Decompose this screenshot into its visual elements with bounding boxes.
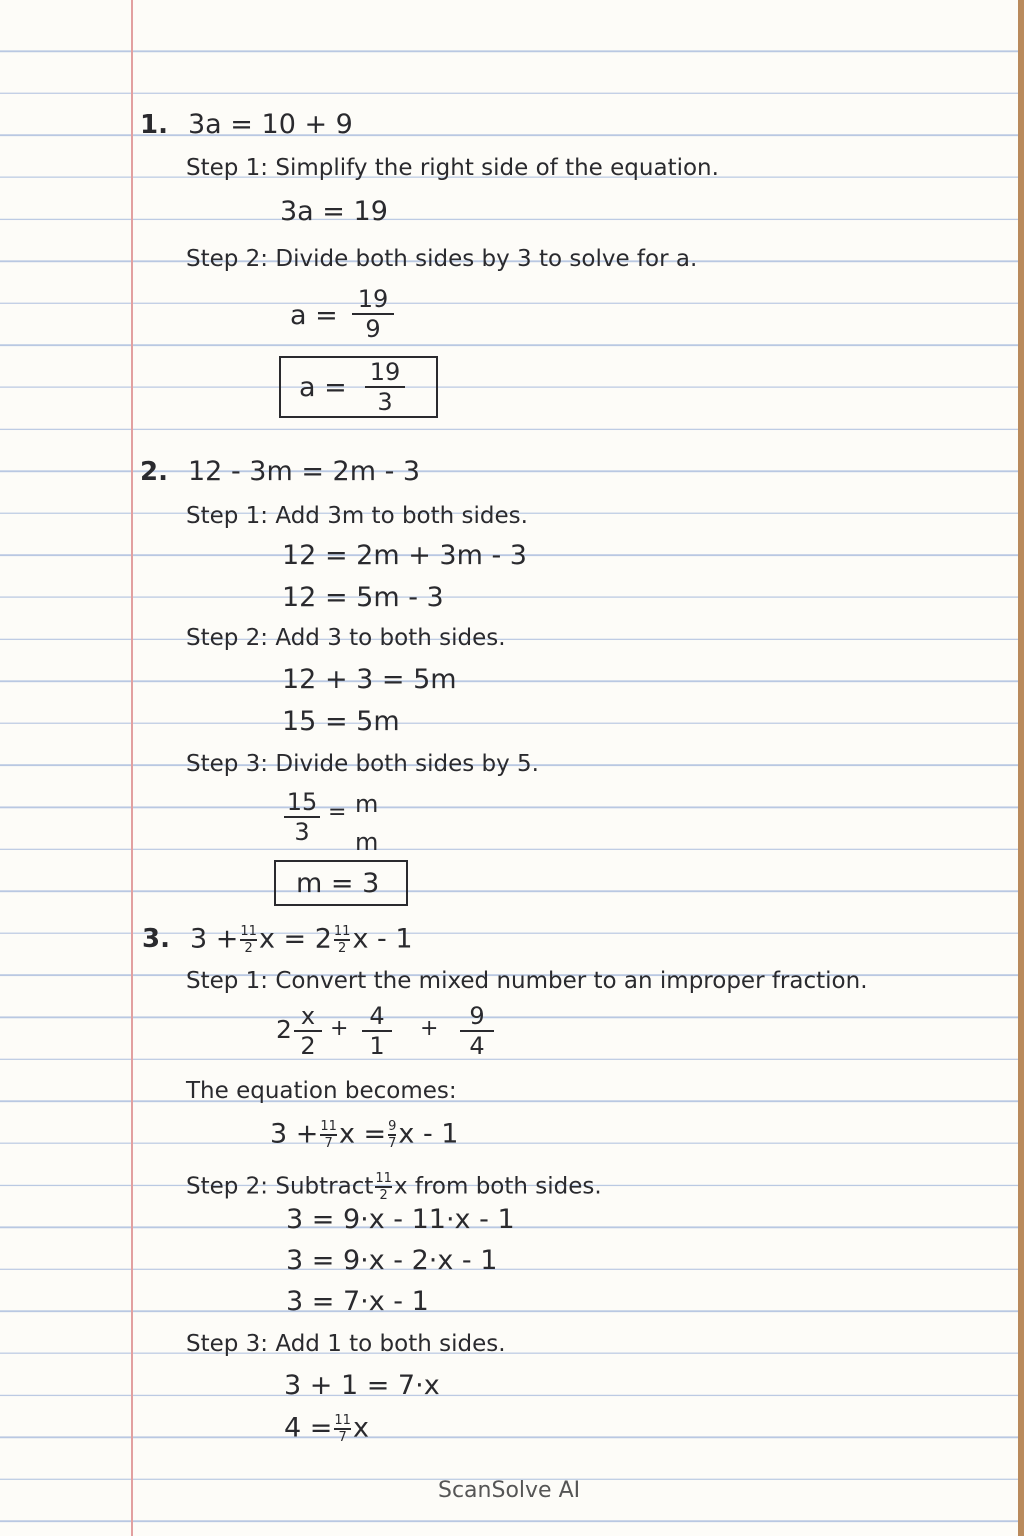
equation-part: 3 + [190, 923, 239, 955]
equation-part: 3 + [270, 1118, 319, 1150]
problem-2-step-2-label: Step 2: Add 3 to both sides. [186, 625, 506, 651]
problem-1-number: 1. [140, 110, 168, 140]
scansolve-watermark: ScanSolve AI [438, 1478, 581, 1503]
equation-part: x = 2 [258, 923, 332, 955]
problem-1-step-1-result: 3a = 19 [280, 196, 388, 227]
problem-3-conversion-whole: 2 [276, 1015, 292, 1044]
fraction-denominator: 3 [294, 818, 310, 846]
problem-3-step-3-line-1: 3 + 1 = 7·x [284, 1370, 440, 1401]
problem-3-step-3-label: Step 3: Add 1 to both sides. [186, 1331, 506, 1357]
fraction-numerator: 11 [320, 1119, 337, 1134]
fraction-denominator: 7 [324, 1135, 333, 1151]
problem-2-step-1-label: Step 1: Add 3m to both sides. [186, 503, 528, 529]
problem-3-step-2-label [186, 1172, 602, 1202]
notebook-margin-line [131, 0, 133, 1536]
problem-3-conversion-fraction-1 [294, 1004, 322, 1058]
fraction-numerator: 9 [469, 1002, 485, 1030]
problem-3-conversion-plus-2: + [420, 1016, 439, 1041]
label-part: Step 2: Subtract [186, 1173, 374, 1200]
fraction-numerator: 11 [334, 1413, 351, 1428]
problem-1-step-1-label: Step 1: Simplify the right side of the equation. [186, 155, 719, 181]
equation-part: 4 = [284, 1412, 333, 1444]
fraction-numerator: 4 [369, 1002, 385, 1030]
fraction-numerator: 11 [375, 1171, 392, 1186]
problem-1-step-2-label: Step 2: Divide both sides by 3 to solve for a. [186, 246, 698, 272]
problem-2-step-1-line-2: 12 = 5m - 3 [282, 582, 444, 613]
fraction-denominator: 3 [377, 388, 393, 416]
problem-3-conversion-plus-1: + [330, 1016, 349, 1041]
problem-2-step-3-equals: = [328, 800, 347, 825]
fraction-numerator: 15 [286, 788, 318, 816]
problem-1-step-2-fraction [352, 287, 394, 341]
problem-3-step-3-line-2 [284, 1414, 369, 1444]
problem-2-step-1-line-1: 12 = 2m + 3m - 3 [282, 540, 527, 571]
equation-part: x - 1 [352, 923, 413, 955]
problem-2-answer: m = 3 [296, 868, 380, 899]
equation-part: x [352, 1412, 369, 1444]
fraction-numerator: 19 [369, 358, 401, 386]
equation-part: x = [338, 1118, 387, 1150]
problem-2-number: 2. [140, 457, 168, 487]
fraction [388, 1120, 396, 1150]
problem-3-step-2-line-3: 3 = 7·x - 1 [286, 1286, 429, 1317]
problem-2-step-2-line-2: 15 = 5m [282, 706, 400, 737]
label-part: x from both sides. [393, 1173, 602, 1200]
fraction [240, 925, 257, 955]
fraction-numerator: 11 [333, 924, 351, 939]
fraction-numerator: 9 [388, 1119, 397, 1134]
problem-2-step-3-right-top: m [355, 790, 379, 818]
problem-3-equation [190, 925, 413, 955]
problem-1-step-2-lhs: a = [290, 300, 338, 331]
problem-3-conversion-fraction-2 [362, 1004, 392, 1058]
fraction-denominator: 4 [469, 1032, 485, 1060]
fraction-denominator: 9 [365, 315, 381, 343]
problem-1-answer-lhs: a = [299, 372, 347, 403]
problem-3-step-2-line-1: 3 = 9·x - 11·x - 1 [286, 1204, 515, 1235]
problem-3-step-1-label: Step 1: Convert the mixed number to an improper fraction. [186, 968, 868, 994]
fraction-denominator: 7 [338, 1429, 347, 1445]
fraction-denominator: 1 [369, 1032, 385, 1060]
problem-1-answer-fraction [365, 360, 405, 414]
fraction [334, 925, 351, 955]
fraction [320, 1120, 337, 1150]
problem-2-step-2-line-1: 12 + 3 = 5m [282, 664, 457, 695]
fraction [334, 1414, 351, 1444]
problem-2-step-3-label: Step 3: Divide both sides by 5. [186, 751, 539, 777]
equation-part: x - 1 [398, 1118, 459, 1150]
problem-2-step-3-left-fraction [284, 790, 320, 844]
problem-1-equation: 3a = 10 + 9 [188, 109, 353, 140]
problem-3-number: 3. [142, 924, 170, 954]
fraction-denominator: 2 [244, 940, 253, 956]
problem-3-conversion-fraction-3 [460, 1004, 494, 1058]
problem-1-answer-box [279, 356, 438, 418]
problem-3-step-2-line-2: 3 = 9·x - 2·x - 1 [286, 1245, 498, 1276]
fraction-numerator: 19 [357, 285, 389, 313]
problem-2-step-3-right-bottom: m [355, 828, 379, 856]
fraction-denominator: 7 [388, 1135, 397, 1151]
fraction-denominator: 2 [338, 940, 347, 956]
problem-2-equation: 12 - 3m = 2m - 3 [188, 456, 421, 487]
problem-2-answer-box [274, 860, 408, 906]
problem-3-becomes-equation [270, 1120, 458, 1150]
fraction [375, 1172, 392, 1202]
fraction-numerator: 11 [240, 924, 257, 939]
fraction-denominator: 2 [300, 1032, 316, 1060]
fraction-numerator: x [300, 1002, 316, 1030]
desk-edge [1018, 0, 1024, 1536]
problem-3-becomes-label: The equation becomes: [186, 1078, 457, 1104]
fraction-denominator: 2 [379, 1187, 388, 1203]
